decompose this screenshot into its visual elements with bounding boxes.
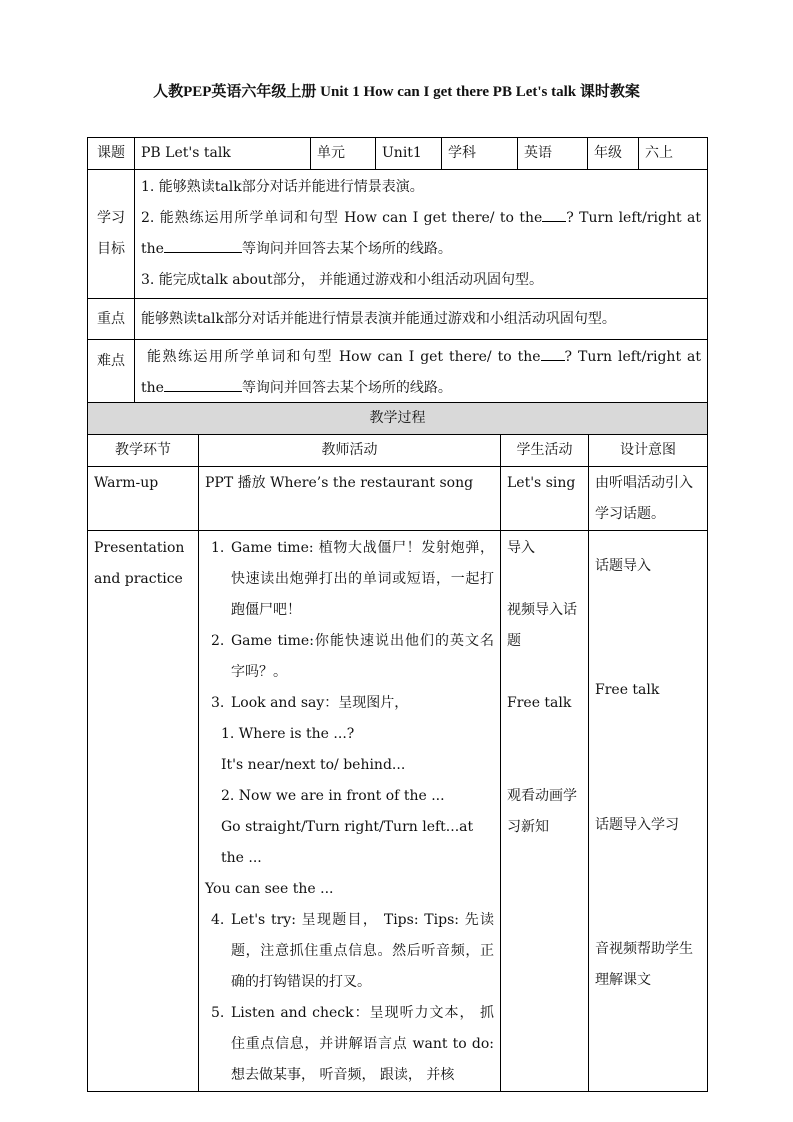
objectives-label-text: 学习目标 xyxy=(97,210,125,257)
spacer xyxy=(595,582,701,675)
col-student: 学生活动 xyxy=(501,435,589,467)
step-text: Game time: 植物大战僵尸！发射炮弹，快速读出炮弹打出的单词或短语，一起打跑僵尸吧！ xyxy=(231,540,494,618)
objective-1: 1. 能够熟读talk部分对话并能进行情景表演。 xyxy=(141,179,424,195)
key-points-label: 重点 xyxy=(88,299,135,340)
step-number: 3. xyxy=(211,695,225,711)
presentation-intent xyxy=(589,531,708,1092)
step-text: Game time:你能快速说出他们的英文名字吗？。 xyxy=(231,633,494,680)
step-number: 5. xyxy=(211,1005,225,1021)
warmup-row xyxy=(88,467,708,531)
unit-value: Unit1 xyxy=(376,138,442,170)
difficulties-line1 xyxy=(141,342,701,373)
intent-2: Free talk xyxy=(595,682,660,698)
spacer xyxy=(595,706,701,810)
teacher-step-3-sub2: It's near/next to/ behind... xyxy=(221,757,406,773)
teacher-step-4 xyxy=(205,905,494,998)
warmup-intent: 由听唱活动引入学习话题。 xyxy=(589,467,708,531)
objective-2-part-b: ? Turn left/right at xyxy=(566,210,701,226)
presentation-stage: Presentation and practice xyxy=(88,531,199,1092)
objective-2-line2 xyxy=(141,234,701,265)
presentation-row xyxy=(88,531,708,1092)
difficulties-part-c: the xyxy=(141,380,164,396)
spacer xyxy=(507,719,582,781)
teaching-process-table xyxy=(87,402,708,1092)
step-text: Listen and check：呈现听力文本， 抓住重点信息，并讲解语言点 want to do: 想去做某事， 听音频， 跟读， 并核 xyxy=(231,1005,494,1083)
process-banner-row xyxy=(88,403,708,435)
grade-label: 年级 xyxy=(588,138,639,170)
step-text: Let's try: 呈现题目， Tips: Tips: 先读题，注意抓住重点信息。然后听音频，正确的打钩错误的打叉。 xyxy=(231,912,494,990)
teacher-step-3-sub4: Go straight/Turn right/Turn left...at the ... xyxy=(221,819,474,866)
topic-label: 课题 xyxy=(88,138,135,170)
teacher-step-3-sub3: 2. Now we are in front of the ... xyxy=(221,788,445,804)
difficulties-part-a: 能熟练运用所学单词和句型 How can I get there/ to the xyxy=(147,349,541,365)
teacher-step-3-sub1: 1. Where is the ...? xyxy=(221,726,355,742)
lesson-info-table xyxy=(87,137,708,407)
difficulties-line2 xyxy=(141,373,701,404)
difficulties-part-d: 等询问并回答去某个场所的线路。 xyxy=(241,380,452,396)
intent-1: 话题导入 xyxy=(595,558,651,574)
objective-3: 3. 能完成talk about部分， 并能通过游戏和小组活动巩固句型。 xyxy=(141,272,544,288)
unit-label: 单元 xyxy=(311,138,376,170)
difficulties-row xyxy=(88,340,708,407)
process-banner: 教学过程 xyxy=(88,403,708,435)
blank-line xyxy=(541,360,565,361)
student-activity-4: 观看动画学习新知 xyxy=(507,788,577,835)
warmup-teacher: PPT 播放 Where’s the restaurant song xyxy=(199,467,501,531)
step-number: 4. xyxy=(211,912,225,928)
intent-3: 话题导入学习 xyxy=(595,817,679,833)
objective-2-part-d: 等询问并回答去某个场所的线路。 xyxy=(241,241,452,257)
col-intent: 设计意图 xyxy=(589,435,708,467)
objectives-row xyxy=(88,170,708,299)
objective-2-line1 xyxy=(141,203,701,234)
spacer xyxy=(595,841,701,934)
spacer xyxy=(507,657,582,688)
spacer xyxy=(507,564,582,595)
objectives-label xyxy=(88,170,135,299)
step-text: Look and say：呈现图片， xyxy=(231,695,409,711)
blank-line xyxy=(164,391,242,392)
warmup-stage: Warm-up xyxy=(88,467,199,531)
process-header-row xyxy=(88,435,708,467)
subject-value: 英语 xyxy=(518,138,588,170)
intent-4: 音视频帮助学生理解课文 xyxy=(595,941,693,988)
teacher-step-5 xyxy=(205,998,494,1091)
objective-2-part-a: 2. 能熟练运用所学单词和句型 How can I get there/ to the xyxy=(141,210,543,226)
teacher-step-2 xyxy=(205,626,494,688)
difficulties-part-b: ? Turn left/right at xyxy=(564,349,701,365)
key-points-row xyxy=(88,299,708,340)
info-row xyxy=(88,138,708,170)
teacher-step-3-sub5: You can see the ... xyxy=(205,881,334,897)
difficulties-content xyxy=(135,340,708,407)
student-activity-1: 导入 xyxy=(507,540,535,556)
grade-value: 六上 xyxy=(639,138,708,170)
key-points-text: 能够熟读talk部分对话并能进行情景表演并能通过游戏和小组活动巩固句型。 xyxy=(135,299,708,340)
difficulties-label: 难点 xyxy=(88,340,135,407)
blank-line xyxy=(164,252,242,253)
step-number: 1. xyxy=(211,540,225,556)
warmup-student: Let's sing xyxy=(501,467,589,531)
student-activity-2: 视频导入话题 xyxy=(507,602,577,649)
step-number: 2. xyxy=(211,633,225,649)
topic-value: PB Let's talk xyxy=(135,138,311,170)
student-activity-3: Free talk xyxy=(507,695,572,711)
page-title: 人教PEP英语六年级上册 Unit 1 How can I get there PB Let's talk 课时教案 xyxy=(153,84,640,100)
presentation-student xyxy=(501,531,589,1092)
objective-2-part-c: the xyxy=(141,241,164,257)
presentation-teacher xyxy=(199,531,501,1092)
col-teacher: 教师活动 xyxy=(199,435,501,467)
teacher-step-3 xyxy=(205,688,494,719)
subject-label: 学科 xyxy=(442,138,518,170)
objectives-content xyxy=(135,170,708,299)
blank-line xyxy=(542,221,566,222)
teacher-step-1 xyxy=(205,533,494,626)
col-stage: 教学环节 xyxy=(88,435,199,467)
